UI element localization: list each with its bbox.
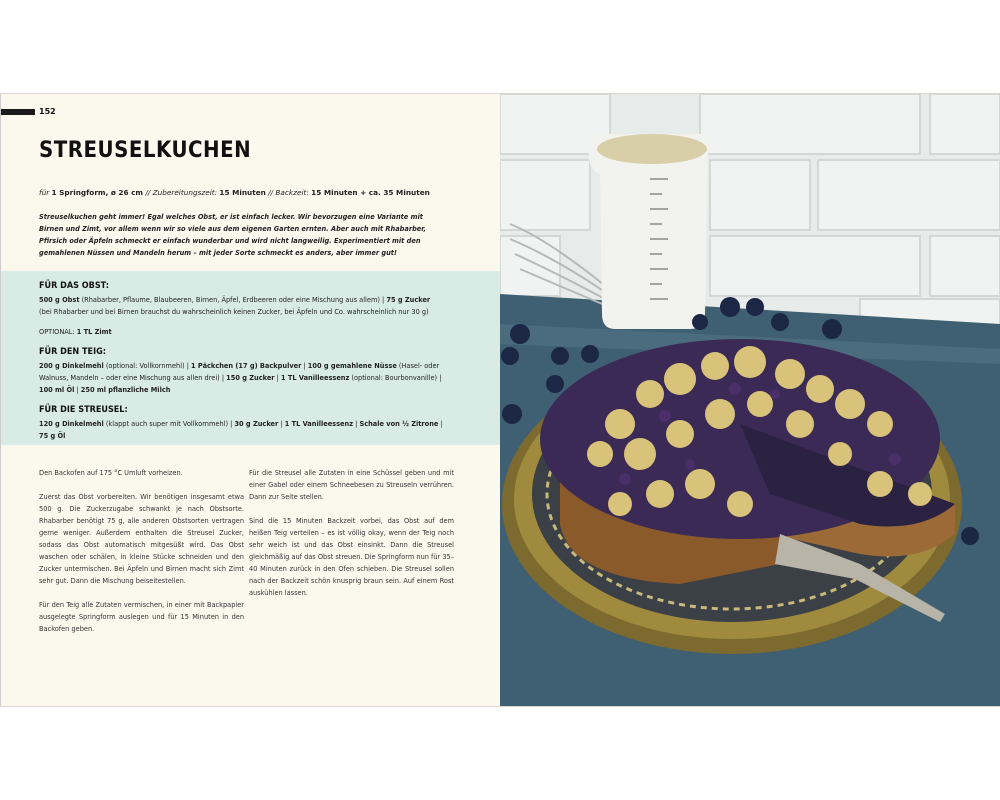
obst-line-1: 500 g Obst (Rhabarber, Pflaume, Blaubeeren, Birnen, Äpfel, Erdbeeren oder eine Mischung aus allem) | 75 g Zucker bbox=[39, 296, 431, 304]
step-paragraph: Für den Teig alle Zutaten vermischen, in einer mit Backpapier ausgelegte Springform auslegen und für 15 Minuten in den Backofen geben. bbox=[39, 601, 244, 633]
cake-photo-illustration bbox=[500, 94, 1000, 706]
streusel-line-2: 75 g Öl bbox=[39, 432, 66, 440]
step-paragraph: Sind die 15 Minuten Backzeit vorbei, das Obst auf dem heißen Teig verteilen – es ist völlig okay, wenn der Teig noch sehr weich ist und das Obst einsinkt. Dann die Streusel gleichmäßig auf das Obst streuen. Die Springform nun für 35–40 Minuten zurück in den Ofen schieben. Die Streusel sollen nach der Backzeit schön knusprig braun sein. Auf einem Rost auskühlen lassen. bbox=[249, 517, 455, 597]
streusel-line-1: 120 g Dinkelmehl (klappt auch super mit Vollkornmehl) | 30 g Zucker | 1 TL Vanilleessenz | Schale von ½ Zitrone | bbox=[39, 420, 443, 428]
recipe-meta: für 1 Springform, ø 26 cm // Zubereitungszeit: 15 Minuten // Backzeit: 15 Minuten + ca. 35 Minuten bbox=[39, 188, 430, 197]
cake-photo bbox=[500, 94, 1000, 706]
steps-column-2 bbox=[249, 467, 454, 611]
heading-streusel: FÜR DIE STREUSEL: bbox=[39, 405, 128, 415]
recipe-page bbox=[0, 94, 501, 706]
step-paragraph: Zuerst das Obst vorbereiten. Wir benötigen insgesamt etwa 500 g. Die Zuckerzugabe schwankt je nach Obstsorte. Rhabarber benötigt 75 g, alle anderen Obstsorten vertragen gerne weniger. Außerdem enthalten die Streusel Zucker, sodass das Obst automatisch mitgesüßt wird. Das Obst waschen oder schälen, in kleine Stücke schneiden und den Zucker untermischen. Bei Äpfeln und Birnen macht sich Zimt sehr gut. Dann die Mischung beiseitestellen. bbox=[39, 493, 244, 585]
recipe-title: STREUSELKUCHEN bbox=[39, 138, 252, 163]
book-spread bbox=[0, 93, 1000, 707]
measuring-jug-icon bbox=[589, 134, 709, 329]
steps-column-1 bbox=[39, 467, 244, 647]
teig-line-3: 100 ml Öl | 250 ml pflanzliche Milch bbox=[39, 386, 171, 394]
step-paragraph: Den Backofen auf 175 °C Umluft vorheizen. bbox=[39, 469, 183, 477]
ingredients-box bbox=[1, 271, 501, 445]
heading-teig: FÜR DEN TEIG: bbox=[39, 347, 106, 357]
page-marker-bar bbox=[1, 109, 35, 115]
teig-line-2: Walnuss, Mandeln – oder eine Mischung aus allen drei) | 150 g Zucker | 1 TL Vanilleessenz (optional: Bourbonvanille) | bbox=[39, 374, 442, 382]
step-paragraph: Für die Streusel alle Zutaten in eine Schüssel geben und mit einer Gabel oder einem Schneebesen zu Streuseln verrühren. Dann zur Seite stellen. bbox=[249, 469, 454, 501]
page-number: 152 bbox=[39, 107, 56, 116]
teig-line-1: 200 g Dinkelmehl (optional: Vollkornmehl) | 1 Päckchen (17 g) Backpulver | 100 g gemahlene Nüsse (Hasel- oder bbox=[39, 362, 440, 370]
recipe-intro: Streuselkuchen geht immer! Egal welches Obst, er ist einfach lecker. Wir bevorzugen eine Variante mit Birnen und Zimt, vor allem wenn wir so viele aus dem eigenen Garten ernten. Aber auch mit Rhabarber, Pfirsich oder Äpfeln schmeckt er einfach wunderbar und wird nicht langweilig. Experimentiert mit den gemahlenen Nüssen und Mandeln herum – mit jeder Sorte schmeckt es anders, aber immer gut! bbox=[39, 213, 427, 257]
heading-obst: FÜR DAS OBST: bbox=[39, 281, 109, 291]
obst-line-2: (bei Rhabarber und bei Birnen brauchst du wahrscheinlich keinen Zucker, bei Äpfeln und Co. wahrscheinlich nur 30 g) bbox=[39, 308, 429, 316]
obst-optional: OPTIONAL: 1 TL Zimt bbox=[39, 328, 112, 336]
